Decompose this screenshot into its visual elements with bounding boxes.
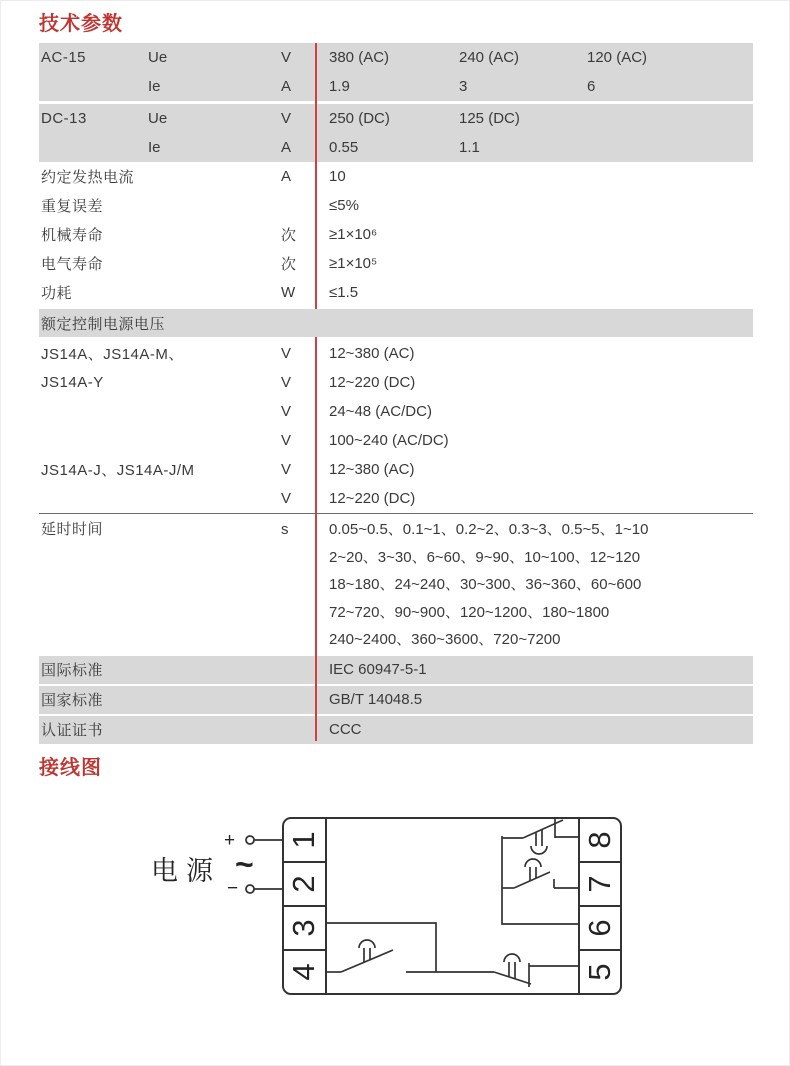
param-value: 240 (AC) bbox=[459, 49, 520, 66]
ac-symbol: ~ bbox=[235, 846, 254, 882]
table-row bbox=[39, 43, 753, 72]
param-unit: V bbox=[281, 461, 292, 478]
table-row bbox=[39, 162, 753, 191]
param-unit: V bbox=[281, 374, 292, 391]
delay-line: 0.05~0.5、0.1~1、0.2~2、0.3~3、0.5~5、1~10 bbox=[329, 521, 649, 538]
terminal-number-4: 4 bbox=[286, 963, 321, 981]
table-row bbox=[39, 656, 753, 684]
delayed-contact-blade-3-4 bbox=[341, 950, 393, 972]
param-unit: V bbox=[281, 345, 292, 362]
delayed-contact-blade-5 bbox=[494, 972, 531, 984]
delay-line: 72~720、90~900、120~1200、180~1800 bbox=[329, 603, 610, 621]
param-value: ≤1.5 bbox=[329, 284, 359, 301]
delay-time-row bbox=[39, 513, 753, 654]
param-value: ≤5% bbox=[329, 197, 359, 214]
plus-sign: + bbox=[224, 830, 236, 851]
table-row bbox=[39, 249, 753, 278]
model-label: JS14A、JS14A-M、 bbox=[41, 346, 184, 363]
table-row bbox=[39, 484, 753, 513]
param-unit: 次 bbox=[281, 227, 297, 244]
param-value: 10 bbox=[329, 168, 346, 185]
param-value: 12~380 (AC) bbox=[329, 461, 415, 478]
terminal-number-3: 3 bbox=[286, 919, 321, 937]
terminal-number-2: 2 bbox=[286, 875, 321, 893]
param-value: ≥1×10⁶ bbox=[329, 226, 378, 243]
param-value: IEC 60947-5-1 bbox=[329, 661, 427, 678]
section-title-wiring: 接线图 bbox=[39, 757, 102, 779]
param-value: 380 (AC) bbox=[329, 49, 390, 66]
param-symbol: Ue bbox=[148, 110, 168, 127]
delay-line: 2~20、3~30、6~60、9~90、10~100、12~120 bbox=[329, 548, 641, 566]
table-row bbox=[39, 368, 753, 397]
terminal-number-7: 7 bbox=[582, 875, 617, 893]
param-unit: V bbox=[281, 490, 292, 507]
table-row bbox=[39, 426, 753, 455]
model-label: JS14A-Y bbox=[41, 374, 104, 391]
param-value: 24~48 (AC/DC) bbox=[329, 403, 432, 420]
param-value: 1.1 bbox=[459, 139, 480, 156]
table-row bbox=[39, 104, 753, 133]
table-block-ac15 bbox=[39, 43, 753, 101]
delayed-contact-blade-7 bbox=[514, 872, 550, 888]
delayed-contact-blade-8 bbox=[523, 820, 563, 838]
power-terminal-minus-circle bbox=[246, 885, 254, 893]
param-symbol: Ie bbox=[148, 78, 161, 95]
param-label: 延时时间 bbox=[41, 521, 104, 538]
table-red-divider bbox=[315, 43, 317, 741]
param-symbol: Ue bbox=[148, 49, 168, 66]
param-unit: V bbox=[281, 49, 292, 66]
param-label: 电气寿命 bbox=[41, 256, 104, 273]
table-block-dc13 bbox=[39, 104, 753, 162]
param-unit: A bbox=[281, 78, 292, 95]
param-unit: W bbox=[281, 284, 296, 301]
param-label: AC-15 bbox=[41, 49, 87, 66]
param-unit: V bbox=[281, 110, 292, 127]
param-value: 125 (DC) bbox=[459, 110, 520, 127]
table-row bbox=[39, 191, 753, 220]
param-label: 重复误差 bbox=[41, 198, 104, 215]
param-value: 120 (AC) bbox=[587, 49, 648, 66]
param-value: 100~240 (AC/DC) bbox=[329, 432, 449, 449]
param-value: 12~220 (DC) bbox=[329, 490, 416, 507]
table-row bbox=[39, 686, 753, 714]
param-label: 国家标准 bbox=[41, 692, 104, 709]
table-row bbox=[39, 397, 753, 426]
param-label: 功耗 bbox=[41, 285, 73, 302]
table-row bbox=[39, 455, 753, 484]
param-value: 12~380 (AC) bbox=[329, 345, 415, 362]
model-label: JS14A-J、JS14A-J/M bbox=[41, 462, 195, 479]
table-row bbox=[39, 339, 753, 368]
param-unit: V bbox=[281, 432, 292, 449]
param-label: DC-13 bbox=[41, 110, 87, 127]
param-label: 认证证书 bbox=[41, 722, 104, 739]
wire-terminal-6-common bbox=[502, 836, 579, 924]
table-row bbox=[39, 133, 753, 162]
terminal-number-1: 1 bbox=[286, 831, 321, 849]
table-row bbox=[39, 72, 753, 101]
param-value: CCC bbox=[329, 721, 362, 738]
delay-line: 18~180、24~240、30~300、36~360、60~600 bbox=[329, 576, 642, 593]
wiring-diagram-svg bbox=[131, 807, 651, 1017]
param-unit: A bbox=[281, 168, 292, 185]
param-value: GB/T 14048.5 bbox=[329, 691, 423, 708]
terminal-number-6: 6 bbox=[582, 919, 617, 937]
param-value: 12~220 (DC) bbox=[329, 374, 416, 391]
minus-sign: − bbox=[227, 878, 239, 899]
param-label: 约定发热电流 bbox=[41, 169, 135, 186]
spec-table bbox=[39, 43, 753, 744]
relay-box bbox=[283, 818, 621, 994]
table-band-rated-voltage bbox=[39, 309, 753, 337]
terminal-number-8: 8 bbox=[582, 831, 617, 849]
param-value: ≥1×10⁵ bbox=[329, 255, 378, 272]
param-value: 250 (DC) bbox=[329, 110, 390, 127]
table-row bbox=[39, 716, 753, 744]
table-row bbox=[39, 220, 753, 249]
delay-line: 240~2400、360~3600、720~7200 bbox=[329, 631, 561, 648]
param-symbol: Ie bbox=[148, 139, 161, 156]
power-supply-label: 电源 bbox=[151, 856, 221, 886]
param-value: 0.55 bbox=[329, 139, 359, 156]
param-value: 3 bbox=[459, 78, 468, 95]
power-terminal-plus-circle bbox=[246, 836, 254, 844]
param-value: 1.9 bbox=[329, 78, 350, 95]
section-title-tech: 技术参数 bbox=[39, 13, 123, 35]
wire-terminal-3 bbox=[326, 923, 436, 972]
param-label: 机械寿命 bbox=[41, 227, 104, 244]
terminal-number-5: 5 bbox=[582, 963, 617, 981]
table-row bbox=[39, 278, 753, 307]
param-label: 国际标准 bbox=[41, 662, 104, 679]
param-unit: 次 bbox=[281, 256, 297, 273]
param-unit: A bbox=[281, 139, 292, 156]
wiring-diagram bbox=[131, 807, 651, 1017]
param-unit: V bbox=[281, 403, 292, 420]
param-value: 6 bbox=[587, 78, 596, 95]
band-label: 额定控制电源电压 bbox=[41, 315, 166, 333]
param-unit: s bbox=[281, 521, 289, 538]
delay-time-values bbox=[329, 516, 753, 654]
